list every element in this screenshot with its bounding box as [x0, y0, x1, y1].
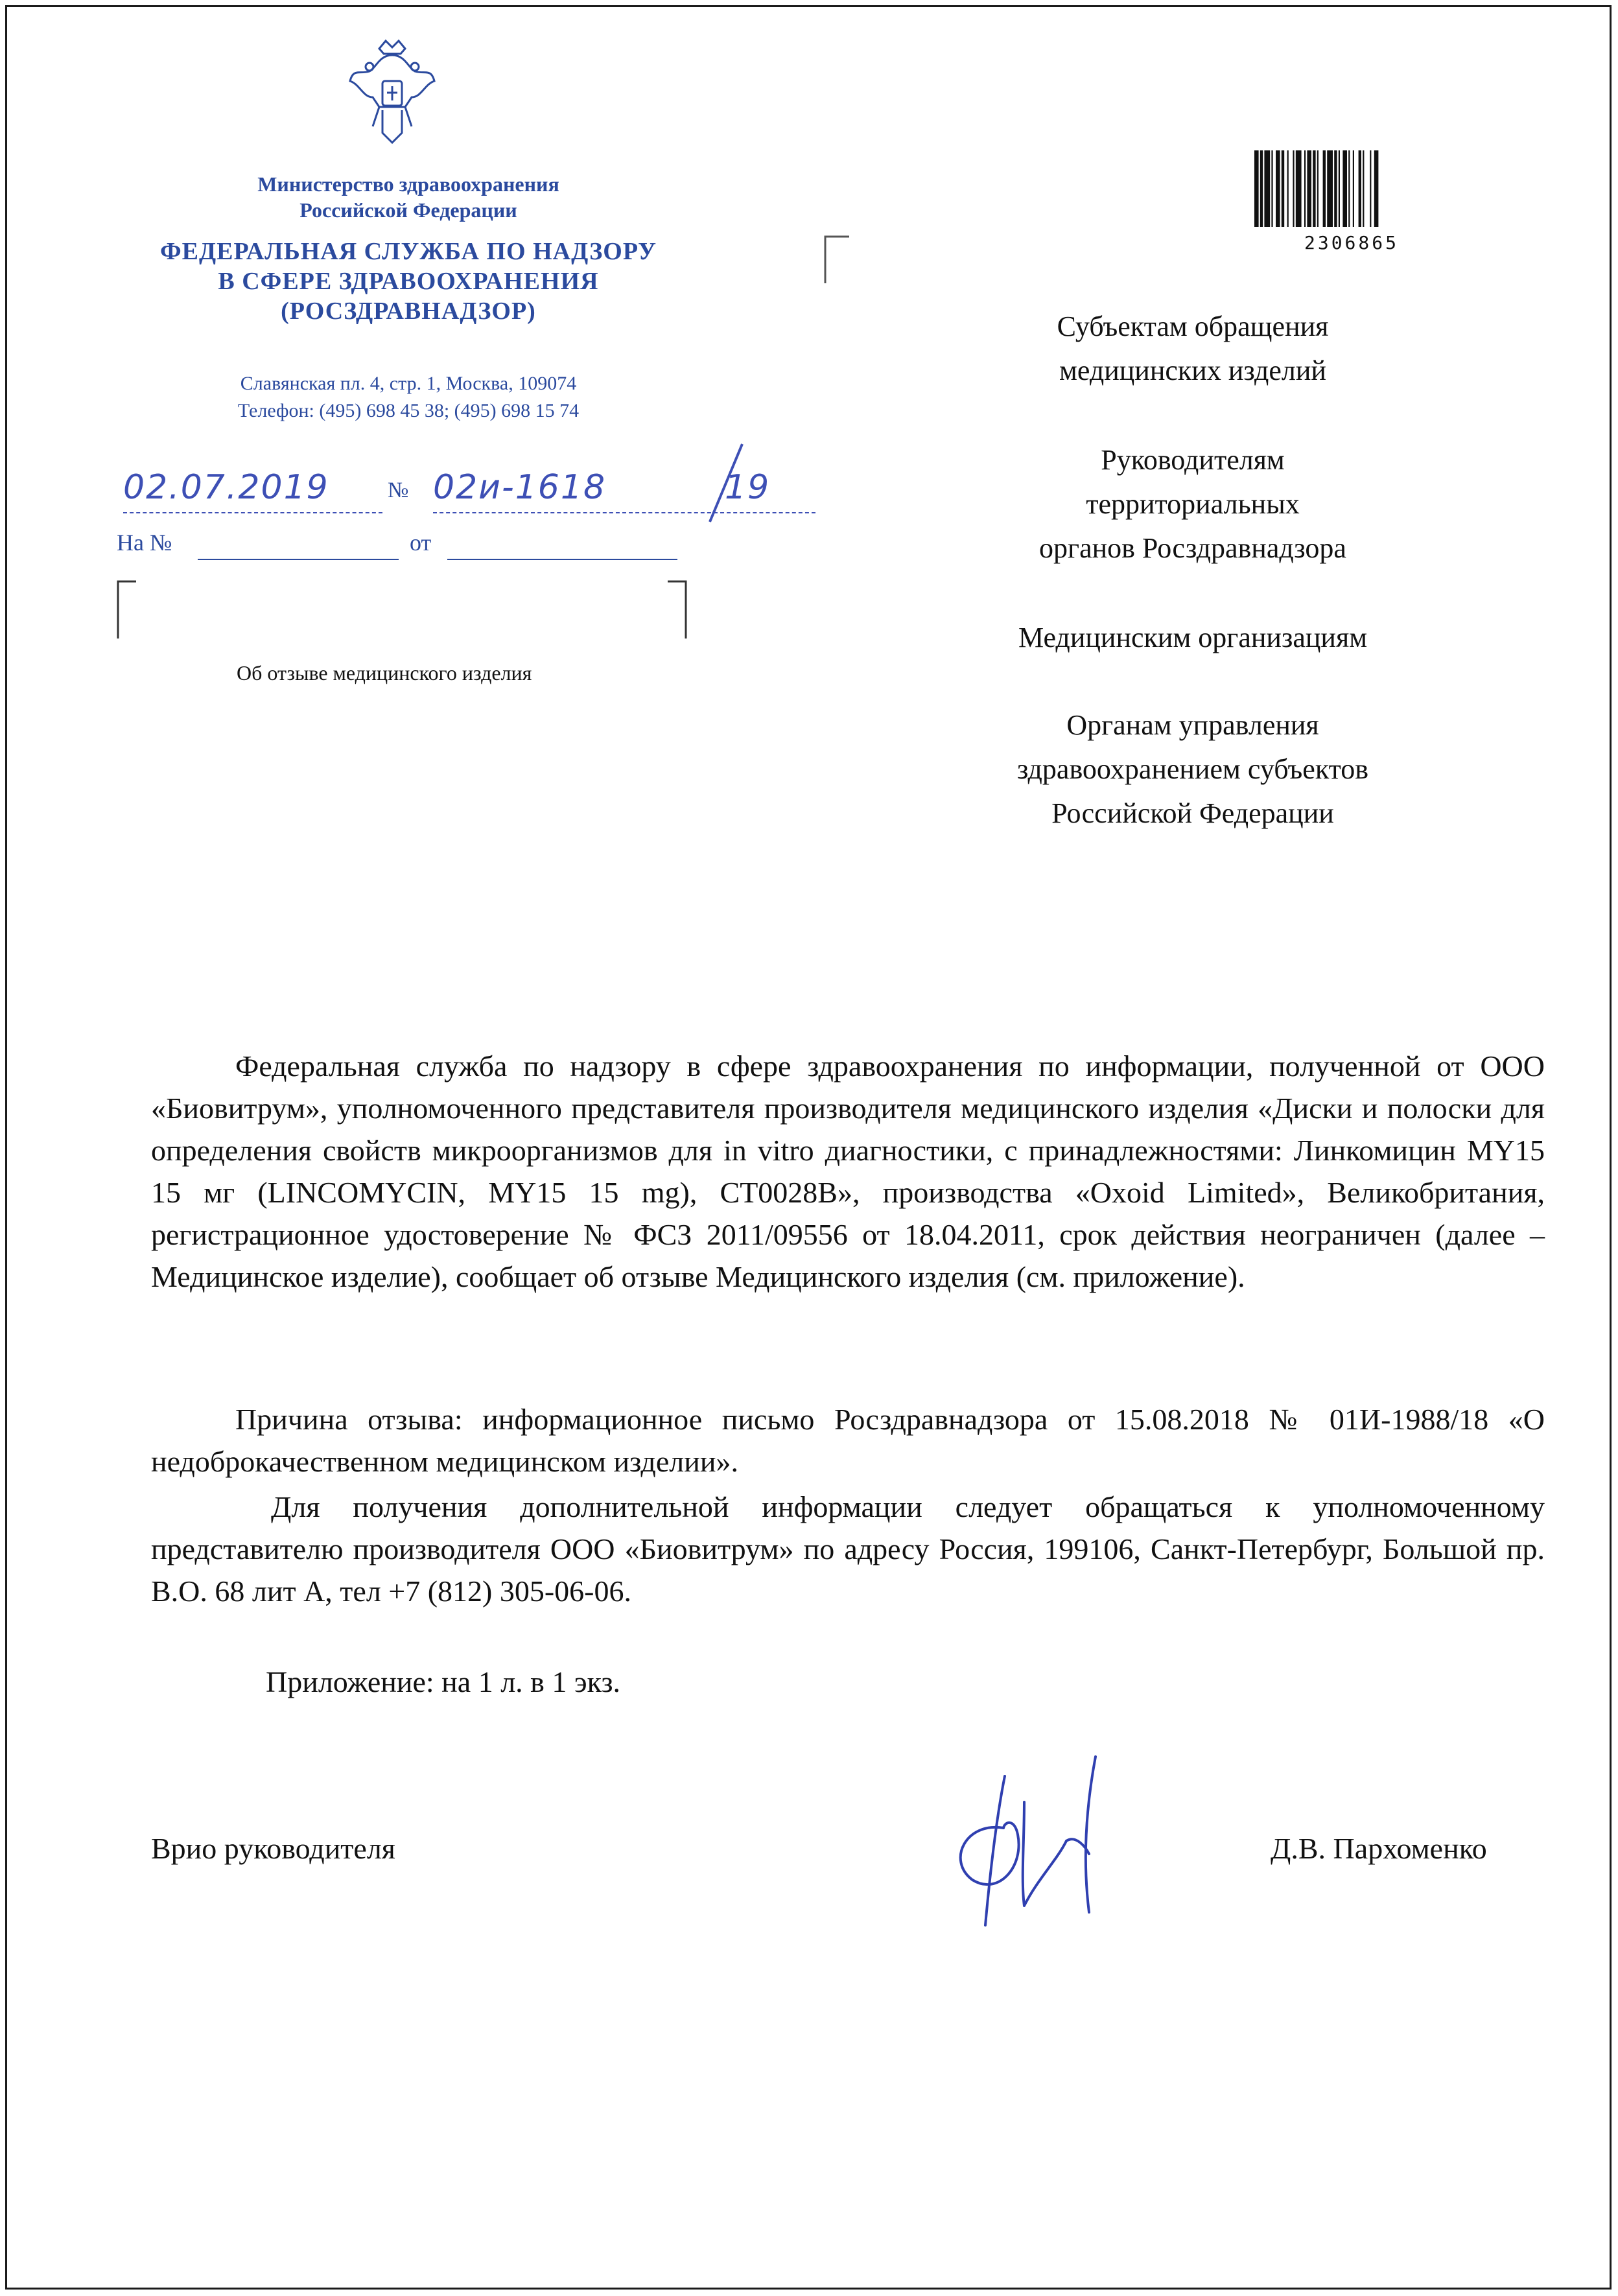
addressee-block-3	[908, 616, 1478, 660]
number-sign: №	[388, 478, 409, 502]
handwritten-date: 02.07.2019	[123, 468, 329, 507]
barcode-bar	[1353, 150, 1354, 227]
barcode-bar	[1327, 150, 1333, 227]
barcode-bar	[1359, 150, 1361, 227]
barcode-bar	[1264, 150, 1270, 227]
reply-date-line	[447, 559, 677, 560]
addressee-line: Субъектам обращения	[1057, 310, 1329, 342]
barcode-bar	[1304, 150, 1306, 227]
addressee-line: Руководителям	[1101, 444, 1285, 476]
service-name-line2: В СФЕРЕ ЗДРАВООХРАНЕНИЯ	[218, 268, 599, 295]
reply-date-label: от	[410, 530, 432, 556]
date-underline	[123, 512, 382, 513]
addressee-block-1	[908, 305, 1478, 393]
barcode-bar	[1323, 150, 1326, 227]
coat-of-arms-icon	[344, 36, 441, 152]
barcode-bar	[1374, 150, 1379, 227]
handwritten-signature	[927, 1750, 1141, 1938]
reply-number-line	[198, 559, 399, 560]
body-paragraph-3: Для получения дополнительной информации следует обращаться к уполномоченному представителю производителя ООО «Биовитрум» по адресу Россия, 199106, Санкт-Петербург, Большой пр. В.О. 68 лит А, тел +7 (812) 305-06-06.	[151, 1490, 1545, 1608]
handwritten-number-suffix: 19	[725, 468, 771, 507]
signer-name: Д.В. Пархоменко	[1271, 1832, 1487, 1865]
addressee-line: органов Росздравнадзора	[1039, 532, 1346, 564]
addressee-line: территориальных	[1086, 488, 1300, 520]
barcode-bar	[1271, 150, 1272, 227]
subject-bracket-left	[117, 580, 136, 638]
service-name-line3: (РОСЗДРАВНАДЗОР)	[281, 298, 536, 325]
address-line: Славянская пл. 4, стр. 1, Москва, 109074	[240, 373, 577, 394]
addressee-corner-mark	[823, 235, 849, 283]
addressee-line: здравоохранением субъектов	[1016, 753, 1369, 785]
barcode-number: 2306865	[1304, 232, 1399, 253]
barcode-bar	[1293, 150, 1294, 227]
addressee-block-2	[908, 438, 1478, 570]
reply-number-label: На №	[117, 530, 172, 556]
ministry-name-line2: Российской Федерации	[299, 198, 517, 222]
barcode-bar	[1254, 150, 1259, 227]
addressee-line: Медицинским организациям	[1018, 622, 1368, 653]
barcode-bar	[1370, 150, 1371, 227]
barcode-bar	[1348, 150, 1350, 227]
barcode-bar	[1260, 150, 1263, 227]
body-paragraph-1: Федеральная служба по надзору в сфере здравоохранения по информации, полученной от ООО «Биовитрум», уполномоченного представителя производителя медицинского изделия «Диски и полоски для определения свойств микроорганизмов для in vitro диагностики, с принадлежностями: Линкомицин MY15 15 мг (LINCOMYCIN, MY15 15 mg), CT0028B», производства «Oxoid Limited», Великобритания, регистрационное удостоверение № ФСЗ 2011/09556 от 18.04.2011, срок действия неограничен (далее – Медицинское изделие), сообщает об отзыве Медицинского изделия (см. приложение).	[151, 1049, 1545, 1293]
service-name-line1: ФЕДЕРАЛЬНАЯ СЛУЖБА ПО НАДЗОРУ	[160, 238, 657, 265]
barcode-bar	[1307, 150, 1311, 227]
subject-bracket-right	[668, 580, 687, 638]
body-paragraph-2: Причина отзыва: информационное письмо Росздравнадзора от 15.08.2018 № 01И-1988/18 «О недоброкачественном медицинском изделии».	[151, 1403, 1545, 1478]
addressee-block-4	[908, 703, 1478, 836]
appendix-note: Приложение: на 1 л. в 1 экз.	[266, 1665, 621, 1698]
handwritten-number: 02и-1618	[433, 468, 607, 507]
barcode-bar	[1313, 150, 1315, 227]
signer-role: Врио руководителя	[151, 1832, 395, 1865]
barcode-bar	[1334, 150, 1337, 227]
barcode-bar	[1276, 150, 1280, 227]
number-underline	[433, 512, 815, 513]
addressee-line: Органам управления	[1066, 709, 1319, 741]
barcode-bar	[1296, 150, 1302, 227]
barcode-bar	[1287, 150, 1289, 227]
barcode-bar	[1363, 150, 1364, 227]
phone-line: Телефон: (495) 698 45 38; (495) 698 15 74	[237, 400, 580, 421]
barcode-bar	[1282, 150, 1284, 227]
addressee-line: медицинских изделий	[1059, 355, 1326, 386]
barcode-bar	[1342, 150, 1347, 227]
addressee-line: Российской Федерации	[1051, 797, 1334, 829]
ministry-name-line1: Министерство здравоохранения	[257, 172, 559, 196]
barcode-bar	[1317, 150, 1319, 227]
barcode-bar	[1339, 150, 1340, 227]
barcode	[1254, 150, 1449, 227]
letter-subject: Об отзыве медицинского изделия	[237, 661, 532, 685]
